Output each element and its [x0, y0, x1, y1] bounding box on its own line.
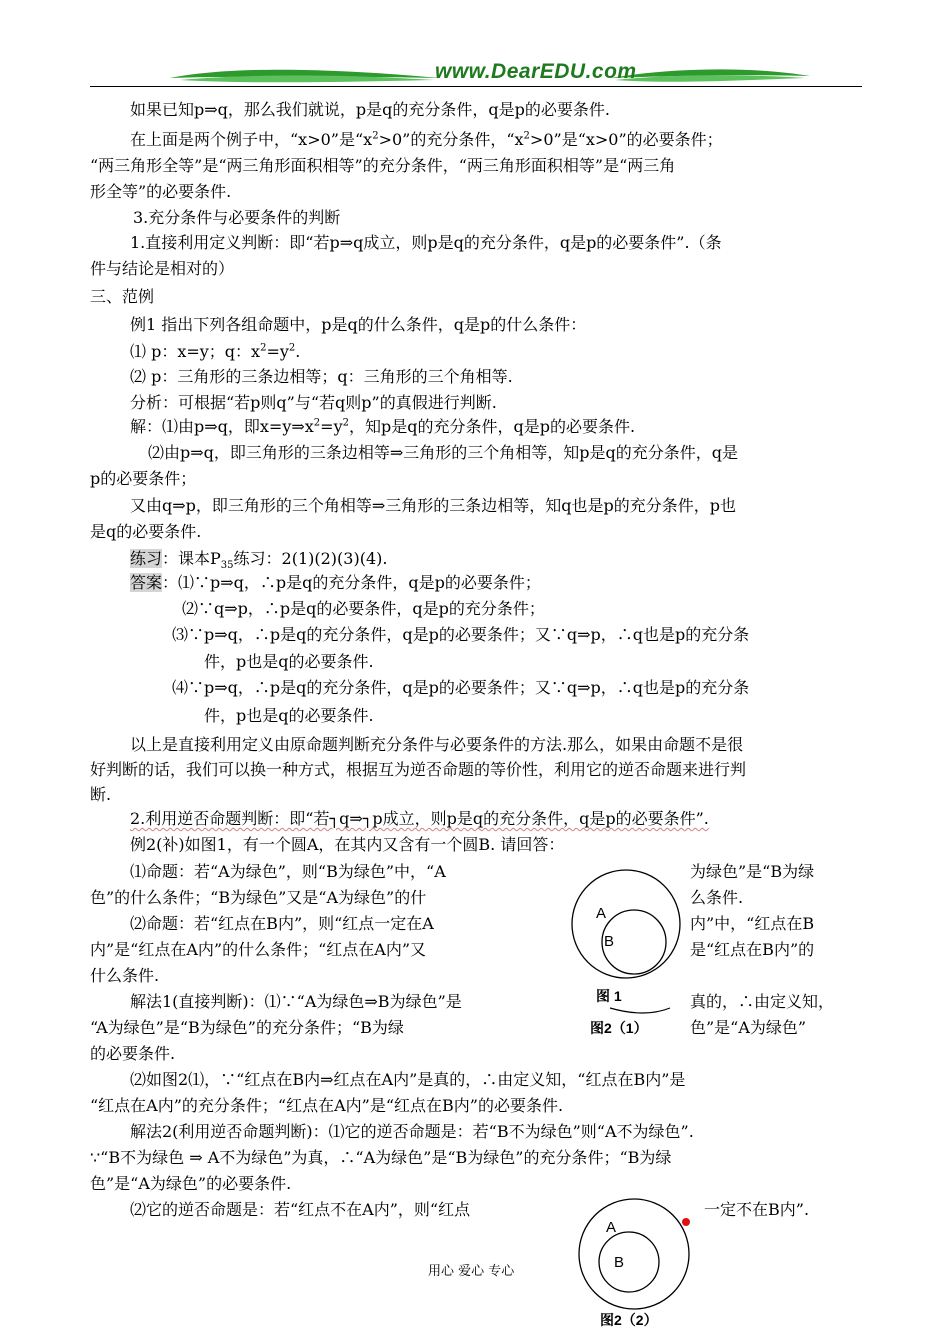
label-b: B [614, 1254, 625, 1271]
text-span: 形全等”的必要条件. [90, 182, 232, 201]
text-line [130, 341, 300, 363]
label-a: A [596, 905, 607, 922]
superscript: 2 [313, 417, 321, 429]
superscript: 2 [260, 342, 267, 354]
site-logo: www.DearEDU.com [435, 60, 637, 83]
text-span: 的必要条件. [90, 1044, 176, 1063]
text-span: 件，p也是q的必要条件. [204, 706, 374, 725]
text-line [133, 207, 340, 229]
text-span: “两三角形全等”是“两三角形面积相等”的充分条件，“两三角形面积相等”是“两三角 [90, 156, 676, 175]
section-heading [90, 286, 154, 308]
text-line [90, 1173, 291, 1195]
red-dot [682, 1218, 690, 1226]
text-line [148, 442, 738, 464]
text-span: 内”是“红点在A内”的什么条件；“红点在A内”又 [90, 940, 427, 959]
text-span: 什么条件. [90, 966, 160, 985]
text-span: 分析：可根据“若p则q”与“若q则p”的真假进行判断. [130, 393, 497, 412]
text-span: 例1 指出下列各组命题中，p是q的什么条件，q是p的什么条件： [130, 315, 587, 334]
text-line [130, 808, 709, 830]
superscript: 2 [288, 342, 296, 354]
page-header [90, 58, 862, 94]
text-line [182, 598, 545, 620]
superscript: 2 [372, 130, 379, 142]
text-span: 么条件. [690, 888, 744, 907]
text-line [90, 521, 201, 543]
text-span: 一定不在B内”. [704, 1200, 810, 1219]
text-span: ⑵由p⇒q，即三角形的三条边相等⇒三角形的三个角相等，知p是q的充分条件，q是 [148, 443, 739, 462]
text-span: 解法2(利用逆否命题判断)：⑴它的逆否命题是：若“B不为绿色”则“A不为绿色”. [130, 1122, 694, 1141]
text-line [90, 258, 234, 280]
text-span: ⑴命题：若“A为绿色”，则“B为绿色”中，“A [130, 862, 446, 881]
text-span: 是q的必要条件. [90, 522, 202, 541]
text-line [130, 861, 446, 883]
text-span: 色”是“A为绿色”的必要条件. [90, 1174, 292, 1193]
text-span: 件，p也是q的必要条件. [204, 652, 374, 671]
text-line [130, 366, 513, 388]
text-span: 3.充分条件与必要条件的判断 [133, 208, 341, 227]
figure-2-1-caption: 图2（1） [590, 1020, 648, 1036]
header-rule [90, 86, 862, 87]
text-line [130, 232, 722, 254]
text-span: =y [266, 342, 289, 361]
superscript: 2 [342, 417, 349, 429]
text-span: 为绿色”是“B为绿 [690, 862, 815, 881]
text-span: 色”是“A为绿色” [690, 1018, 807, 1037]
text-line [90, 181, 231, 203]
text-line [130, 1069, 685, 1091]
text-span: . [295, 342, 301, 361]
figure-arc [610, 1008, 670, 1013]
highlight-exercise: 练习 [130, 549, 163, 568]
text-line [690, 991, 834, 1013]
text-span: 又由q⇒p，即三角形的三个角相等⇒三角形的三条边相等，知q也是p的充分条件，p也 [130, 496, 737, 515]
label-b: B [604, 933, 615, 950]
text-span: 在上面是两个例子中，“x>0”是“x [130, 130, 373, 149]
text-line [130, 129, 723, 151]
text-line [90, 1147, 671, 1169]
text-line [172, 677, 749, 699]
text-line [130, 495, 736, 517]
text-span: 1.直接利用定义判断：即“若p⇒q成立，则p是q的充分条件，q是p的必要条件”.（条 [130, 233, 722, 252]
text-line [90, 759, 746, 781]
text-line [130, 314, 586, 336]
circle-b [599, 1232, 659, 1292]
text-span: ∵“B不为绿色 ⇒ A不为绿色”为真，∴“A为绿色”是“B为绿色”的充分条件；“B为绿 [90, 1148, 672, 1167]
figure-1-circles [570, 858, 685, 1038]
text-line [90, 939, 426, 961]
text-span: 解法1(直接判断)：⑴∵“A为绿色⇒B为绿色”是 [130, 992, 462, 1011]
text-line [130, 1121, 694, 1143]
text-span: 2.利用逆否命题判断：即“若┐q⇒┐p成立，则p是q的充分条件，q是p的必要条件”. [130, 809, 709, 828]
label-a: A [606, 1219, 617, 1236]
text-line [130, 548, 387, 570]
text-span: ：⑴∵p⇒q，∴p是q的充分条件，q是p的必要条件； [162, 573, 541, 592]
text-span: 三、范例 [90, 287, 155, 306]
text-line [130, 834, 564, 856]
text-line [130, 392, 497, 414]
text-line [690, 887, 743, 909]
text-line [130, 99, 610, 121]
text-line [690, 1017, 806, 1039]
text-span: ⑵命题：若“红点在B内”，则“红点一定在A [130, 914, 434, 933]
text-span: 以上是直接利用定义由原命题判断充分条件与必要条件的方法.那么，如果由命题不是很 [130, 735, 744, 754]
text-span: ⑵ p：三角形的三条边相等；q：三角形的三个角相等. [130, 367, 513, 386]
text-line [90, 887, 426, 909]
text-line [690, 913, 814, 935]
text-span: 真的，∴由定义知， [690, 992, 835, 1011]
text-line [130, 572, 541, 594]
superscript: 2 [523, 130, 530, 142]
circle-a [572, 870, 680, 978]
text-span: 件与结论是相对的） [90, 259, 235, 278]
text-line [90, 1017, 404, 1039]
text-span: ⑷∵p⇒q，∴p是q的充分条件，q是p的必要条件；又∵q⇒p，∴q也是p的充分条 [172, 678, 750, 697]
text-span: ⑶∵p⇒q，∴p是q的充分条件，q是p的必要条件；又∵q⇒p，∴q也是p的充分条 [172, 625, 750, 644]
text-line [90, 155, 675, 177]
highlight-answer: 答案 [130, 573, 163, 592]
text-span: 好判断的话，我们可以换一种方式，根据互为逆否命题的等价性，利用它的逆否命题来进行判 [90, 760, 747, 779]
text-span: 色”的什么条件；“B为绿色”又是“A为绿色”的什 [90, 888, 427, 907]
circle-a [579, 1199, 689, 1309]
text-span: 如果已知p⇒q，那么我们就说，p是q的充分条件，q是p的必要条件. [130, 100, 610, 119]
text-span: “红点在A内”的充分条件；“红点在A内”是“红点在B内”的必要条件. [90, 1096, 564, 1115]
figure-2-2-caption: 图2（2） [600, 1312, 658, 1328]
text-line [90, 965, 159, 987]
text-span: “A为绿色”是“B为绿色”的充分条件；“B为绿 [90, 1018, 404, 1037]
text-line [90, 1095, 563, 1117]
text-span: ⑵它的逆否命题是：若“红点不在A内”，则“红点 [130, 1200, 471, 1219]
text-span: 是“红点在B内”的 [690, 940, 815, 959]
text-line [204, 651, 374, 673]
text-line [90, 1043, 175, 1065]
text-span: ⑵∵q⇒p，∴p是q的必要条件，q是p的充分条件； [182, 599, 545, 618]
text-line [130, 416, 635, 438]
text-line [690, 939, 814, 961]
text-span: >0”的充分条件，“x [378, 130, 524, 149]
page-footer: 用心 爱心 专心 [428, 1264, 515, 1279]
figure-1-caption: 图 1 [596, 988, 622, 1004]
text-line [90, 784, 111, 806]
text-line [130, 734, 743, 756]
text-span: ：课本P [162, 549, 221, 568]
text-span: ⑵如图2⑴，∵“红点在B内⇒红点在A内”是真的，∴由定义知，“红点在B内”是 [130, 1070, 686, 1089]
text-line [130, 913, 434, 935]
text-line [130, 1199, 470, 1221]
text-line [130, 991, 462, 1013]
text-span: 练习：2(1)(2)(3)(4). [233, 549, 388, 568]
text-line [204, 705, 374, 727]
text-span: =y [320, 417, 343, 436]
figure-2-2-circles [576, 1196, 696, 1312]
text-span: 例2(补)如图1，有一个圆A，在其内又含有一个圆B. 请回答： [130, 835, 565, 854]
text-span: >0”是“x>0”的必要条件； [529, 130, 723, 149]
text-span: 解：⑴由p⇒q，即x=y⇒x [130, 417, 314, 436]
text-line [690, 861, 814, 883]
text-span: ，知p是q的充分条件，q是p的必要条件. [349, 417, 636, 436]
text-span: 内”中，“红点在B [690, 914, 815, 933]
text-line [172, 624, 749, 646]
text-span: ⑴ p：x=y；q：x [130, 342, 261, 361]
text-line [704, 1199, 809, 1221]
text-span: p的必要条件； [90, 469, 197, 488]
text-line [90, 468, 196, 490]
subscript: 35 [220, 560, 234, 572]
text-span: 断. [90, 785, 112, 804]
